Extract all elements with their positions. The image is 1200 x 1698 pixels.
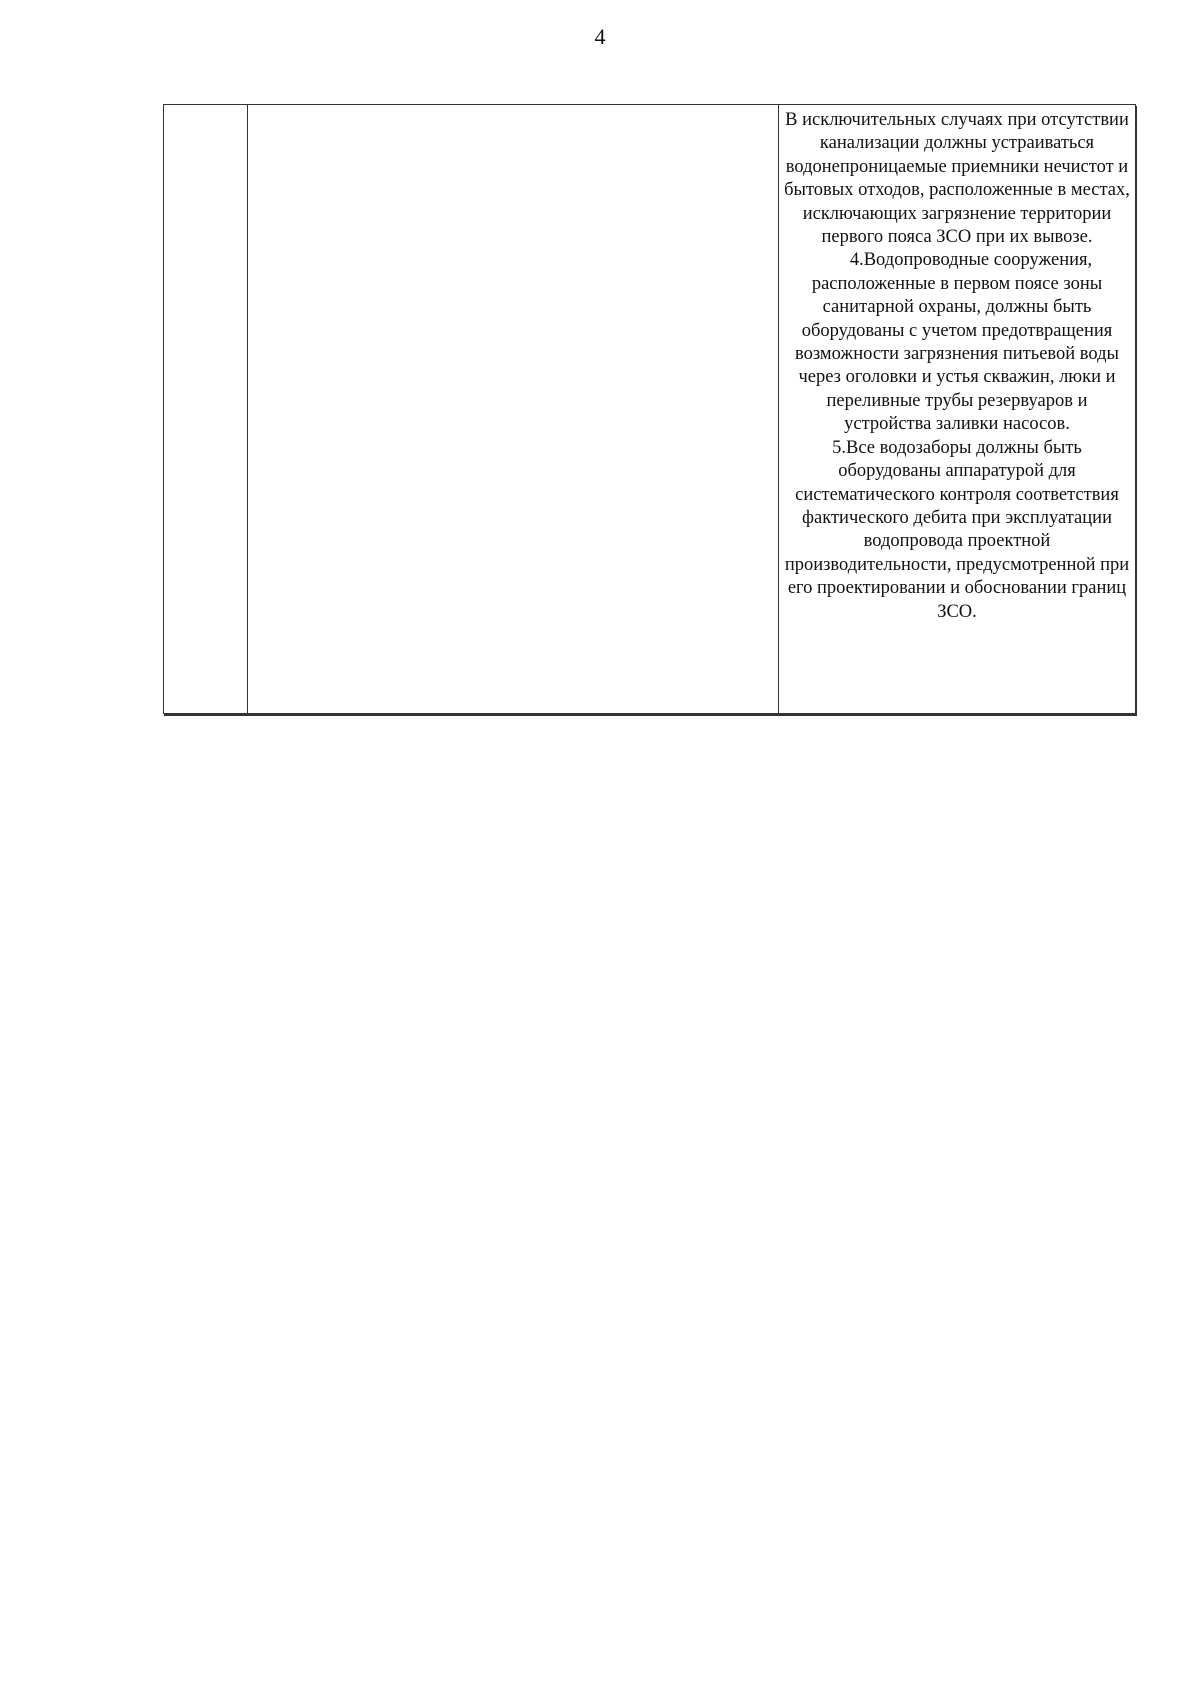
table-cell-requirements xyxy=(779,105,1136,714)
table-cell-description xyxy=(248,105,779,714)
table-row xyxy=(164,105,1136,714)
requirement-paragraph-1: В исключительных случаях при отсутствии канализации должны устраиваться водонепроницаемые приемники нечистот и бытовых отходов, расположенные в местах, исключающих загрязнение территории первого пояса ЗСО при их вывозе. xyxy=(784,110,1130,248)
table-cell-number xyxy=(164,105,248,714)
requirement-paragraph-2: 4.Водопроводные сооружения, расположенные в первом поясе зоны санитарной охраны, должны быть оборудованы с учетом предотвращения возможности загрязнения питьевой воды через оголовки и устья скважин, люки и переливные трубы резервуаров и устройства заливки насосов. xyxy=(795,250,1119,435)
requirement-paragraph-3: 5.Все водозаборы должны быть оборудованы аппаратурой для систематического контроля соответствия фактического дебита при эксплуатации водопровода проектной производительности, предусмотренной при его проектировании и обосновании границ ЗСО. xyxy=(784,437,1130,622)
page-number: 4 xyxy=(594,24,606,49)
content-table xyxy=(163,104,1136,714)
